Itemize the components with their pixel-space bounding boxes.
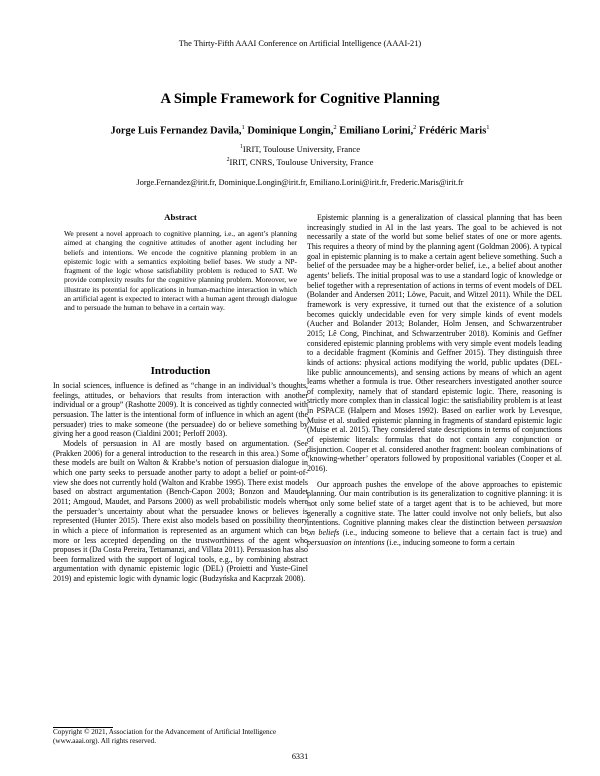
emphasis-persuasion-beliefs: persuasion on beliefs bbox=[307, 518, 562, 537]
author-affil-mark: 2 bbox=[413, 124, 417, 131]
intro-paragraph-2: Models of persuasion in AI are mostly based on argumentation. (See (Prakken 2006) for a general introduction to the research in this area.) Some of these models are built on Walton & Krabbe’s notion of persuasion dialogue in which one party seeks to persuade another party to adopt a belief or point-of-view she does not currently hold (Walton and Krabbe 1995). There exist models based on abstract argumentation (Bench-Capon 2003; Bonzon and Maudet 2011; Amgoud, Maudet, and Parsons 2000) as well probabilistic models where the persuader’s uncertainty about what the persuadee knows or believes is represented (Hunter 2015). There exist also models based on possibility theory in which a piece of information is represented as an argument which can be more or less accepted depending on the trustworthiness of the agent who proposes it (Da Costa Pereira, Tettamanzi, and Villata 2011). Persuasion has also been formalized with the support of logical tools, e.g., by combining abstract argumentation with dynamic epistemic logic (DEL) (Proietti and Yuste-Ginel 2019) and epistemic logic with dynamic logic (Budzyńska and Kacprzak 2008). bbox=[53, 438, 308, 584]
right-paragraph-1: Epistemic planning is a generalization of classical planning that has been increasingly studied in AI in the last years. The goal to be achieved is not necessarily a state of the world but some belief states of one or more agents. This requires a theory of mind by the planning agent (Goldman 2006). A typical goal in epistemic planning is to make a certain agent believe something. Such a belief of the persuadee may be a higher-order belief, i.e., a belief about another agents’ beliefs. The initial proposal was to use a standard logic of knowledge or belief together with a representation of actions in terms of event models of DEL (Bolander and Andersen 2011; Löwe, Pacuit, and Witzel 2011). While the DEL framework is very expressive, it turned out that the existence of a solution becomes quickly undecidable even for very simple kinds of event models (Aucher and Bolander 2013; Bolander, Holm Jensen, and Schwarzentruber 2015; Lê Cong, Pinchinat, and Schwarzentruber 2018). Kominis and Geffner considered epistemic planning problems with very simple event models leading to a decidable fragment (Kominis and Geffner 2015). They distinguish three kinds of actions: physical actions modifying the world, public updates (DEL-like public announcements), and sensing actions by means of which an agent learns whether a formula is true. Other researchers investigated another source of complexity, namely that of standard epistemic logic. There, reasoning is strictly more complex than in classical logic: the satisfiability problem is at least in PSPACE (Halpern and Moses 1992). Based on earlier work by Levesque, Muise et al. studied epistemic planning in fragments of standard epistemic logic (Muise et al. 2015). They considered state descriptions in terms of conjunctions of epistemic literals: formulas that do not contain any conjunction or disjunction. Cooper et al. considered another fragment: boolean combinations of ‘knowing-whether’ operators followed by propositional variables (Cooper et al. 2016). bbox=[307, 213, 562, 474]
author-name: Dominique Longin, bbox=[244, 125, 334, 137]
affiliation-text: IRIT, CNRS, Toulouse University, France bbox=[229, 157, 374, 167]
author-name: Frédéric Maris bbox=[416, 125, 487, 137]
emphasis-persuasion-intentions: persuasion on intentions bbox=[307, 537, 385, 547]
abstract-text: We present a novel approach to cognitive planning, i.e., an agent’s planning aimed at changing the cognitive attitudes of another agent including her beliefs and intentions. We encode the cognitive planning problem in an epistemic logic with a semantics exploiting belief bases. We study a NP-fragment of the logic whose satisfiability problem is reduced to SAT. We provide complexity results for the cognitive planning problem. Moreover, we illustrate its potential for applications in human-machine interaction in which an artificial agent is expected to interact with a human agent through dialogue and to persuade the human to behave in a certain way. bbox=[64, 229, 297, 313]
conference-header: The Thirty-Fifth AAAI Conference on Artificial Intelligence (AAAI-21) bbox=[178, 39, 422, 48]
abstract-heading: Abstract bbox=[164, 212, 197, 222]
affiliation-text: IRIT, Toulouse University, France bbox=[242, 144, 361, 154]
right-paragraph-2-start: Our approach pushes the envelope of the above approaches to epistemic planning. Our main contribution is its generalization to cognitive planning: it is not only some belief state of a target agent that is to be achieved, but more generally a cognitive state. The latter could involve not only beliefs, but also intentions. Cognitive planning makes clear the distinction between bbox=[307, 479, 562, 528]
author-affil-mark: 2 bbox=[333, 124, 337, 131]
author-name: Jorge Luis Fernandez Davila, bbox=[110, 125, 242, 137]
author-affil-mark: 1 bbox=[241, 124, 245, 131]
paper-title: A Simple Framework for Cognitive Planning bbox=[160, 91, 440, 107]
introduction-heading: Introduction bbox=[150, 365, 211, 377]
author-list bbox=[0, 124, 600, 136]
introduction-body bbox=[53, 381, 308, 584]
page-number: 6331 bbox=[291, 752, 309, 761]
author-affil-mark: 1 bbox=[486, 124, 490, 131]
affiliation-mark: 1 bbox=[239, 144, 243, 151]
copyright-notice: Copyright © 2021, Association for the Advancement of Artificial Intelligence (www.aaai.org). All rights reserved. bbox=[53, 728, 277, 745]
affiliation-mark: 2 bbox=[226, 157, 230, 164]
author-emails: Jorge.Fernandez@irit.fr, Dominique.Longin@irit.fr, Emiliano.Lorini@irit.fr, Frederic.Maris@irit.fr bbox=[136, 178, 464, 187]
right-paragraph-2 bbox=[307, 480, 562, 548]
intro-paragraph-1: In social sciences, influence is defined as “change in an individual’s thoughts, feelings, attitudes, or behaviors that results from interaction with another individual or a group” (Rashotte 2009). It is conceived as tightly connected with persuasion. The latter is the intentional form of influence in which an agent (the persuader) tries to make someone (the persuadee) do or believe something by giving her a good reason (Cialdini 2001; Perloff 2003). bbox=[53, 381, 308, 439]
right-paragraph-2-end: (i.e., inducing someone to form a certain bbox=[384, 537, 515, 547]
affiliation-1 bbox=[0, 144, 600, 154]
right-paragraph-2-mid: (i.e., inducing someone to believe that a certain fact is true) and bbox=[339, 528, 563, 537]
affiliation-2 bbox=[0, 157, 600, 167]
author-name: Emiliano Lorini, bbox=[336, 125, 414, 137]
right-column-body bbox=[307, 213, 562, 547]
